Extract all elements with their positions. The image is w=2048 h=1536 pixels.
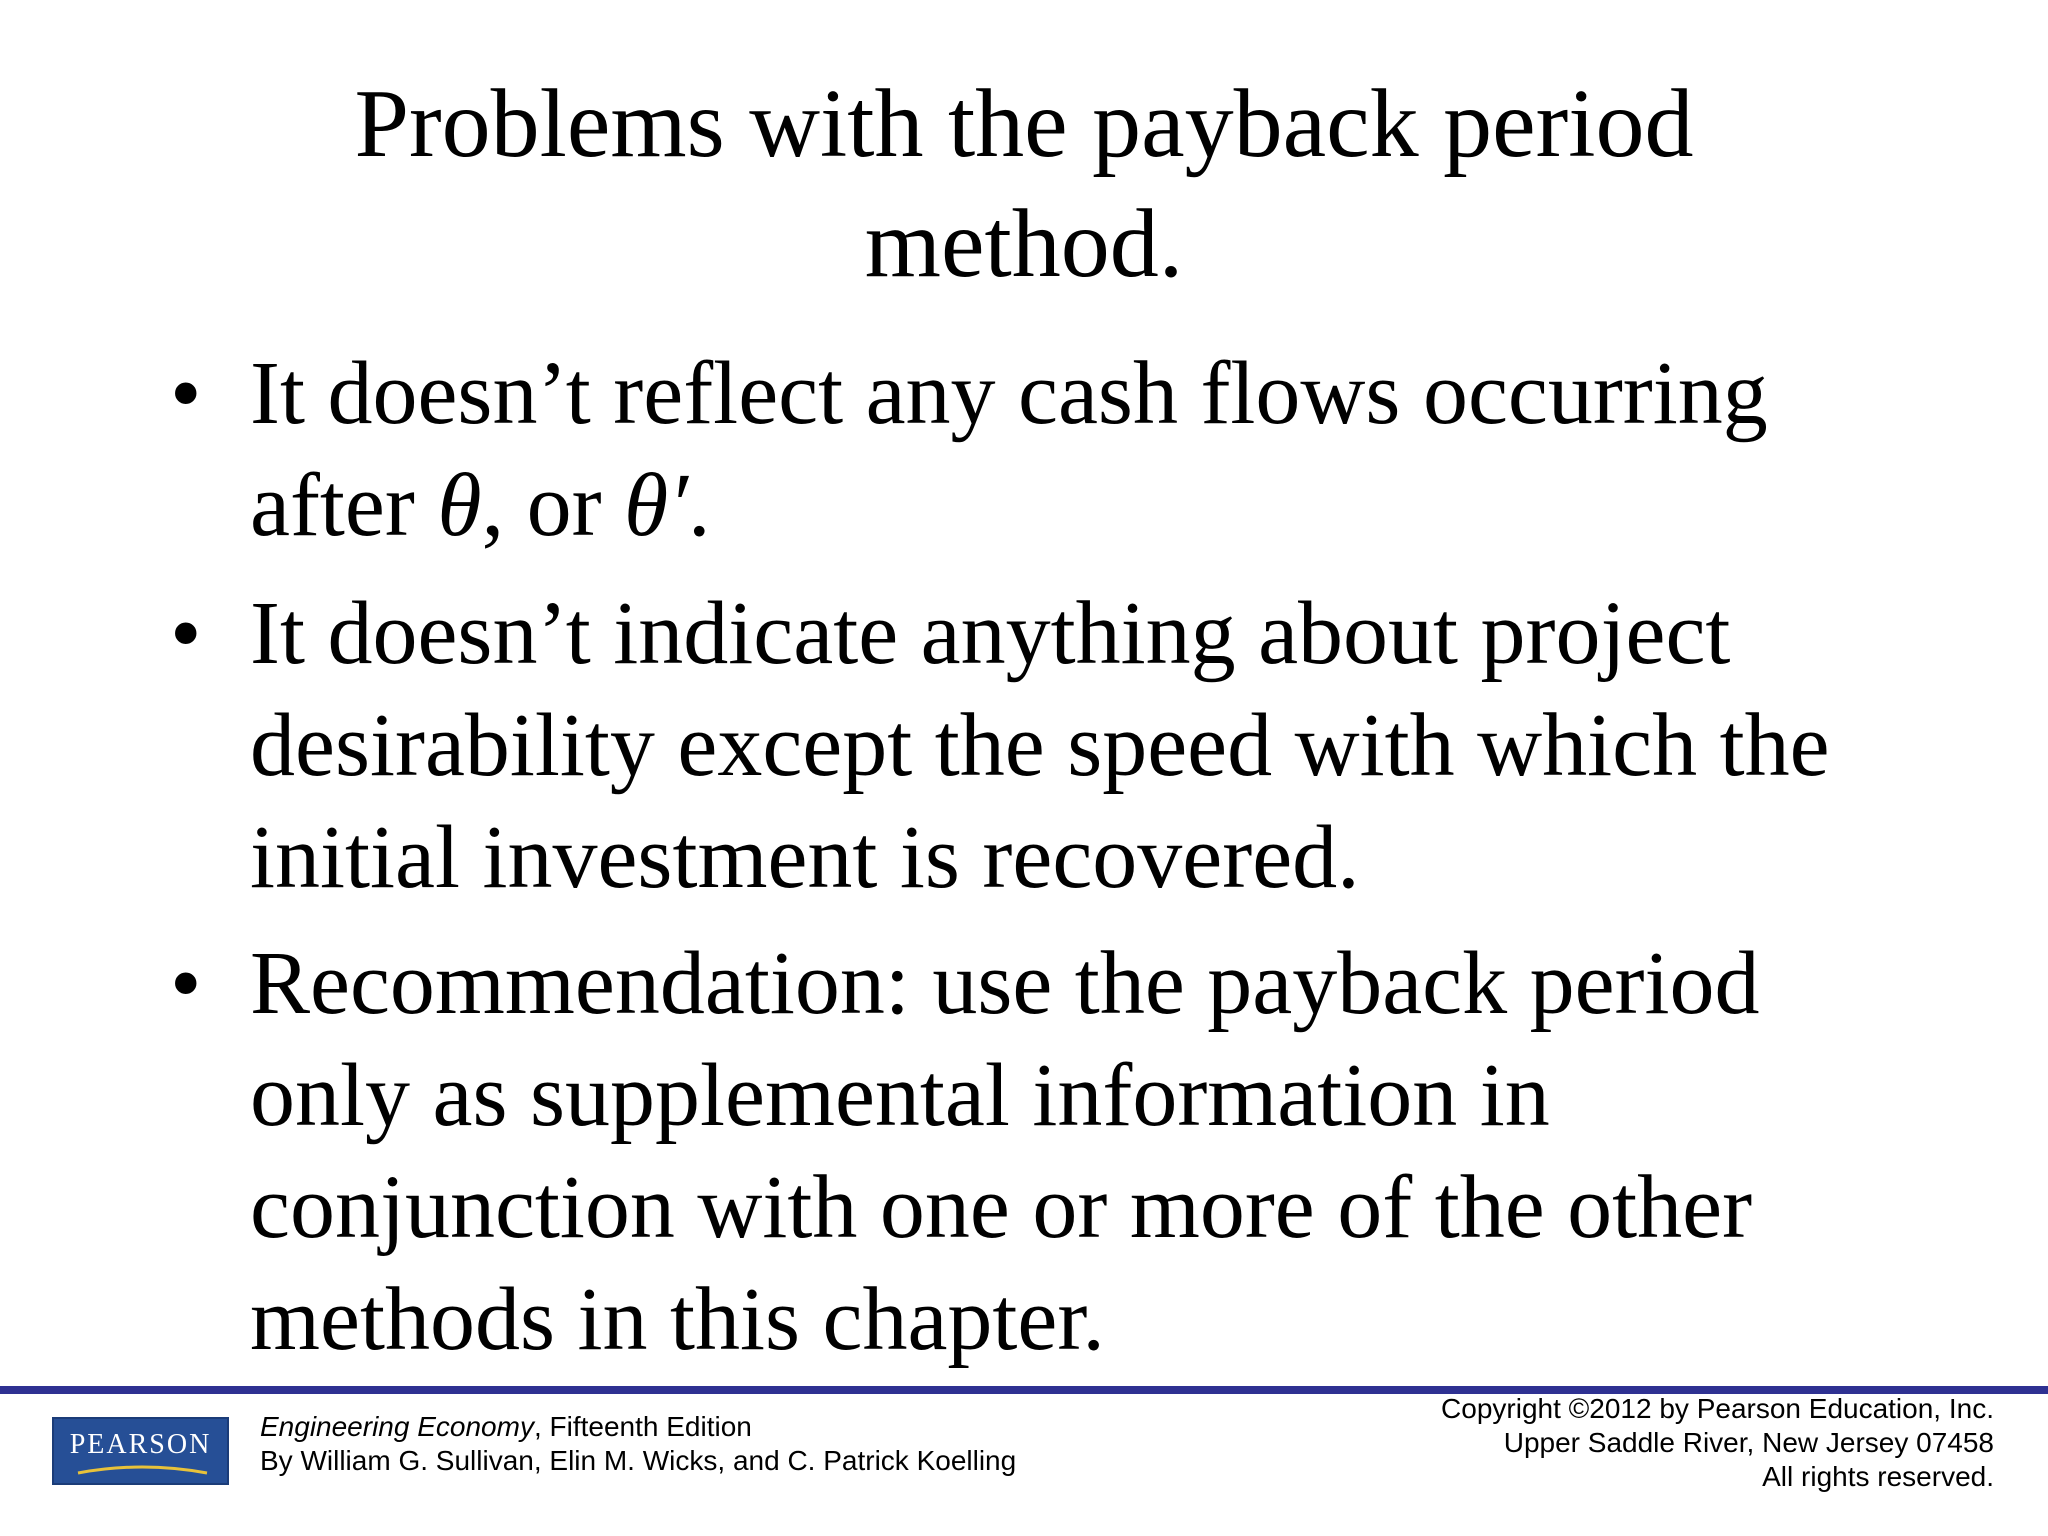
bullet-text-part: , or — [481, 456, 625, 555]
bullet-marker: • — [170, 584, 202, 683]
bullet-text: It doesn’t indicate anything about project desirability except the speed with which the initial investment is recovered. — [250, 584, 1830, 907]
book-authors: By William G. Sullivan, Elin M. Wicks, and C. Patrick Koelling — [260, 1445, 1017, 1476]
bullet-marker: • — [170, 934, 202, 1033]
pearson-logo — [52, 1417, 229, 1485]
bullet-marker: • — [170, 344, 202, 443]
rights-line: All rights reserved. — [1762, 1461, 1994, 1492]
slide-title: Problems with the payback period method. — [354, 70, 1694, 298]
address-line: Upper Saddle River, New Jersey 07458 — [1503, 1427, 1994, 1458]
theta-prime-symbol: θ′ — [624, 456, 688, 555]
book-edition: , Fifteenth Edition — [533, 1411, 752, 1442]
copyright-line: Copyright ©2012 by Pearson Education, Inc. — [1441, 1393, 1994, 1424]
bullet-text-part: It doesn’t reflect any cash flows occurring after — [250, 344, 1768, 555]
book-title-line — [260, 1410, 1016, 1444]
bullet-item — [170, 928, 1900, 1376]
book-citation — [260, 1410, 1016, 1478]
bullet-text-part: . — [687, 456, 711, 555]
theta-symbol: θ — [437, 456, 482, 555]
copyright-notice — [1441, 1392, 1994, 1494]
bullet-item — [170, 578, 1900, 914]
book-title: Engineering Economy — [260, 1411, 534, 1442]
logo-text: PEARSON — [69, 1429, 212, 1460]
bullet-item — [170, 338, 1900, 562]
logo-swoosh-icon — [76, 1463, 209, 1477]
bullet-text: Recommendation: use the payback period only as supplemental information in conjunction with one or more of the other methods in this chapter. — [250, 934, 1760, 1369]
